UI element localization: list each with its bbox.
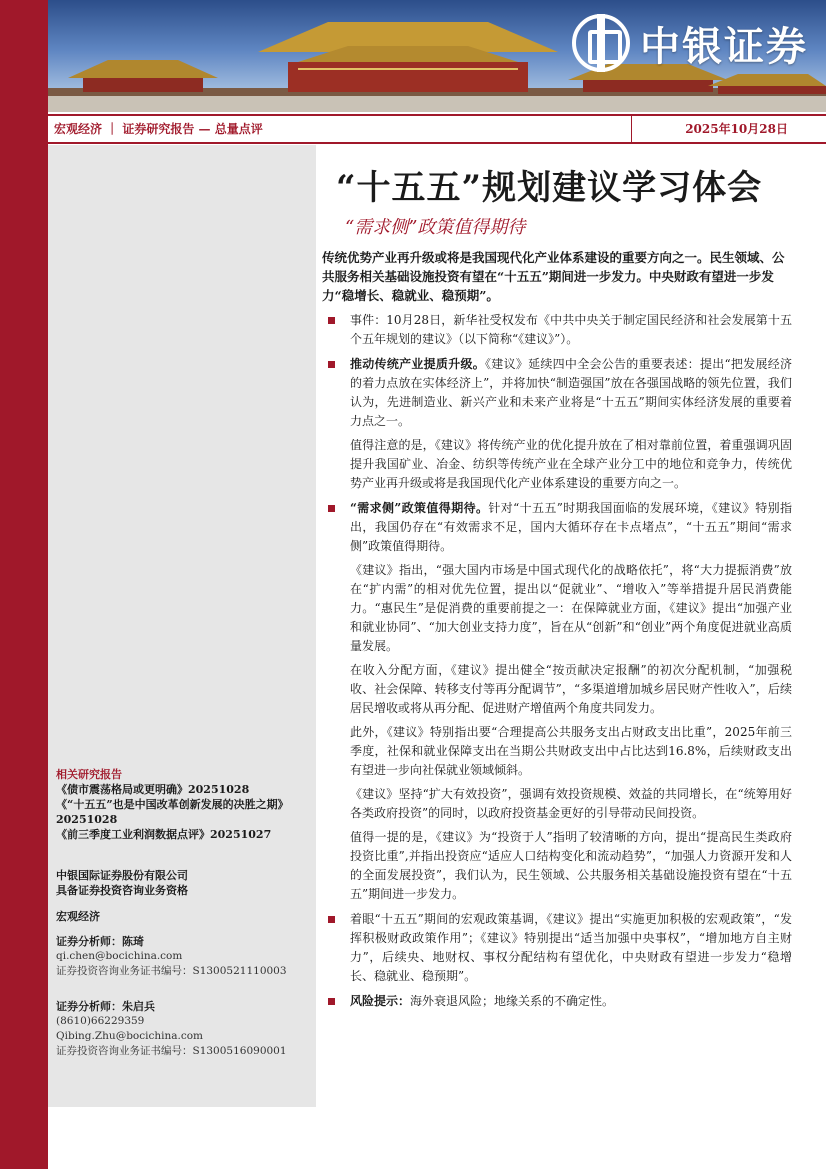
item-label: 风险提示： bbox=[350, 994, 411, 1008]
related-report[interactable]: 《前三季度工业利润数据点评》20251027 bbox=[56, 828, 272, 841]
item-label: 推动传统产业提质升级。 bbox=[350, 357, 486, 371]
related-report[interactable]: 《“十五五”也是中国改革创新发展的决胜之期》20251028 bbox=[56, 798, 289, 826]
lead-summary: 传统优势产业再升级或将是我国现代化产业体系建设的重要方向之一。民生领域、公共服务相关基础设施投资有望在“十五五”期间进一步发力。中央财政有望进一步发力“稳增长、稳就业、稳预期”。 bbox=[322, 250, 785, 303]
analyst-phone: (8610)66229359 bbox=[56, 1015, 145, 1027]
item-text: 事件：10月28日，新华社受权发布《中共中央关于制定国民经济和社会发展第十五个五年规划的建议》（以下简称“《建议》”）。 bbox=[350, 313, 792, 346]
item-text: 针对“十五五”时期我国面临的发展环境，《建议》特别指出，我国仍存在“有效需求不足，国内大循环存在卡点堵点”，“十五五”期间“需求侧”政策值得期待。 bbox=[350, 501, 792, 553]
report-subtitle: “需求侧”政策值得期待 bbox=[345, 217, 526, 238]
related-title: 相关研究报告 bbox=[56, 768, 122, 781]
item-text: 《建议》延续四中全会公告的重要表述：提出“把发展经济的着力点放在实体经济上”，并将加快“制造强国”放在各强国战略的领先位置，我们认为，先进制造业、新兴产业和未来产业将是“十五五”期间实体经济发展的重要着力点之一。 bbox=[350, 357, 792, 428]
related-report[interactable]: 《债市震荡格局或更明确》20251028 bbox=[56, 783, 250, 796]
brand-name: 中银证券 bbox=[640, 23, 808, 70]
report-body bbox=[328, 311, 792, 1017]
list-item bbox=[328, 992, 792, 1011]
company-info bbox=[56, 868, 310, 898]
meta-bar bbox=[48, 114, 826, 144]
related-reports bbox=[56, 767, 310, 842]
analyst-cert: 证券投资咨询业务证书编号：S1300521110003 bbox=[56, 965, 287, 977]
analyst-title: 证券分析师：陈琦 bbox=[56, 935, 144, 948]
bullet-icon bbox=[328, 998, 335, 1005]
paragraph: 《建议》指出，“强大国内市场是中国式现代化的战略依托”，将“大力提振消费”放在“扩内需”的相对优先位置，提出以“促就业”、“增收入”等举措提升居民消费能力。“惠民生”是促消费的重要前提之一：在保障就业方面，《建议》提出“加强产业和就业协同”、“加大创业支持力度”，旨在从“创新”和“创业”两个角度促进就业高质量发展。 bbox=[350, 563, 792, 653]
list-item bbox=[328, 499, 792, 904]
divider bbox=[48, 114, 826, 116]
analyst-card bbox=[56, 999, 310, 1059]
bullet-icon bbox=[328, 361, 335, 368]
paragraph bbox=[350, 499, 792, 556]
paragraph: 在收入分配方面，《建议》提出健全“按贡献决定报酬”的初次分配机制，“加强税收、社会保障、转移支付等再分配调节”，“多渠道增加城乡居民财产性收入”，后续居民增收或将从再分配、促进财产增值两个角度共同发力。 bbox=[350, 663, 792, 715]
sidebar bbox=[48, 145, 316, 1107]
company-qualification: 具备证券投资咨询业务资格 bbox=[56, 884, 188, 897]
analyst-email[interactable]: Qibing.Zhu@bocichina.com bbox=[56, 1030, 203, 1042]
paragraph bbox=[350, 910, 792, 986]
list-item bbox=[328, 355, 792, 493]
report-date: 2025年10月28日 bbox=[685, 122, 788, 136]
item-text: 海外衰退风险；地缘关系的不确定性。 bbox=[410, 994, 615, 1008]
left-accent-bar bbox=[0, 0, 48, 1169]
paragraph: 《建议》坚持“扩大有效投资”，强调有效投资规模、效益的共同增长，在“统筹用好各类政府投资”的同时，以政府投资基金更好的引导带动民间投资。 bbox=[350, 787, 792, 820]
report-title: “十五五”规划建议学习体会 bbox=[336, 168, 763, 208]
paragraph: 此外，《建议》特别指出要“合理提高公共服务支出占财政支出比重”，2025年前三季度，社保和就业保障支出在当期公共财政支出中占比达到16.8%，后续财政支出有望进一步向社保就业领域倾斜。 bbox=[350, 725, 792, 777]
bank-logo-icon bbox=[572, 14, 630, 72]
brand-logo bbox=[572, 14, 808, 72]
paragraph: 值得注意的是，《建议》将传统产业的优化提升放在了相对靠前位置，着重强调巩固提升我国矿业、冶金、纺织等传统产业在全球产业分工中的地位和竞争力，传统优势产业再升级或将是我国现代化产业体系建设的重要方向之一。 bbox=[350, 438, 792, 490]
bullet-icon bbox=[328, 505, 335, 512]
analyst-email[interactable]: qi.chen@bocichina.com bbox=[56, 950, 183, 962]
divider bbox=[631, 114, 632, 144]
paragraph: 值得一提的是，《建议》为“投资于人”指明了较清晰的方向，提出“提高民生类政府投资比重”,并指出投资应“适应人口结构变化和流动趋势”，“加强人力资源开发和人的全面发展投资”，我们认为，民生领域、公共服务相关基础设施投资有望在“十五五”期间进一步发力。 bbox=[350, 830, 792, 901]
divider bbox=[48, 142, 826, 144]
paragraph bbox=[350, 992, 792, 1011]
report-category: 宏观经济 ｜ 证券研究报告 — 总量点评 bbox=[54, 122, 263, 136]
analyst-title: 证券分析师：朱启兵 bbox=[56, 1000, 155, 1013]
header-banner bbox=[48, 0, 826, 112]
analyst-cert: 证券投资咨询业务证书编号：S1300516090001 bbox=[56, 1045, 287, 1057]
item-text: 着眼“十五五”期间的宏观政策基调，《建议》提出“实施更加积极的宏观政策”，“发挥积极财政政策作用”；《建议》特别提出“适当加强中央事权”，“增加地方自主财力”，后续央、地财权、事权分配结构有望优化，中央财政有望进一步发力“稳增长、稳就业、稳预期”。 bbox=[350, 912, 792, 983]
paragraph bbox=[350, 311, 792, 349]
company-name: 中银国际证券股份有限公司 bbox=[56, 869, 188, 882]
analyst-card bbox=[56, 934, 310, 979]
bullet-icon bbox=[328, 317, 335, 324]
paragraph bbox=[350, 355, 792, 431]
list-item bbox=[328, 910, 792, 986]
bullet-icon bbox=[328, 916, 335, 923]
list-item bbox=[328, 311, 792, 349]
sector-label: 宏观经济 bbox=[56, 910, 100, 923]
item-label: “需求侧”政策值得期待。 bbox=[350, 501, 489, 515]
